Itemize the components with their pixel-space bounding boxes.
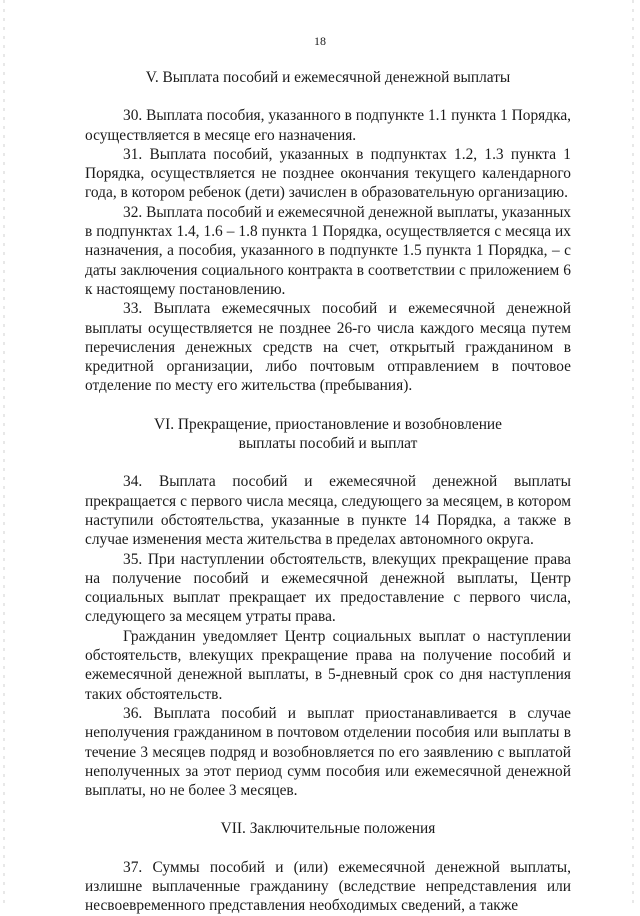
- paragraph-31: 31. Выплата пособий, указанных в подпунктах 1.2, 1.3 пункта 1 Порядка, осуществляется не позднее окончания текущего календарного года, в котором ребенок (дети) зачислен в образовательную организацию.: [85, 145, 571, 202]
- paragraph-35: 35. При наступлении обстоятельств, влекущих прекращение права на получение пособий и ежемесячной денежной выплаты, Центр социальных выплат прекращает их предоставление с первого числа, следующего за месяцем утраты права.: [85, 550, 571, 626]
- section-7-heading: VII. Заключительные положения: [220, 820, 436, 838]
- page-number: 18: [314, 34, 326, 48]
- section-6-heading-line-2: выплаты пособий и выплат: [238, 435, 418, 453]
- paragraph-35-notice: Гражданин уведомляет Центр социальных выплат о наступлении обстоятельств, влекущих прекращение права на получение пособий и ежемесячной денежной выплаты, в 5-дневный срок со дня наступления таких обстоятельств.: [85, 627, 571, 703]
- paragraph-30: 30. Выплата пособия, указанного в подпункте 1.1 пункта 1 Порядка, осуществляется в месяце его назначения.: [85, 107, 571, 144]
- section-6-heading: [85, 415, 571, 454]
- paragraph-32: 32. Выплата пособий и ежемесячной денежной выплаты, указанных в подпунктах 1.4, 1.6 – 1.8 пункта 1 Порядка, осуществляется с месяца их назначения, а пособия, указанного в подпункте 1.5 пункта 1 Порядка, – с даты заключения социального контракта в соответствии с приложением 6 к настоящему постановлению.: [85, 203, 571, 298]
- scan-edge-left: [3, 0, 5, 905]
- paragraph-36: 36. Выплата пособий и выплат приостанавливается в случае неполучения гражданином в почтовом отделении пособия или выплаты в течение 3 месяцев подряд и возобновляется по его заявлению с выплатой неполученных за этот период сумм пособия или ежемесячной денежной выплаты, но не более 3 месяцев.: [85, 704, 571, 800]
- scan-edge-right: [632, 0, 634, 905]
- section-5-heading: V. Выплата пособий и ежемесячной денежной выплаты: [145, 69, 511, 86]
- paragraph-33: 33. Выплата ежемесячных пособий и ежемесячной денежной выплаты осуществляется не позднее 26-го числа каждого месяца путем перечисления денежных средств на счет, открытый гражданином в кредитной организации, либо почтовым отправлением в почтовое отделение по месту его жительства (пребывания).: [85, 300, 571, 395]
- document-body: [85, 68, 571, 916]
- section-6-heading-line-1: VI. Прекращение, приостановление и возобновление: [153, 415, 502, 433]
- paragraph-37: 37. Суммы пособий и (или) ежемесячной денежной выплаты, излишне выплаченные гражданину (вследствие непредставления или несвоевременного представления необходимых сведений, а также: [85, 858, 571, 915]
- paragraph-34: 34. Выплата пособий и ежемесячной денежной выплаты прекращается с первого числа месяца, следующего за месяцем, в котором наступили обстоятельства, указанные в пункте 14 Порядка, а также в случае изменения места жительства в пределах автономного округа.: [85, 473, 571, 549]
